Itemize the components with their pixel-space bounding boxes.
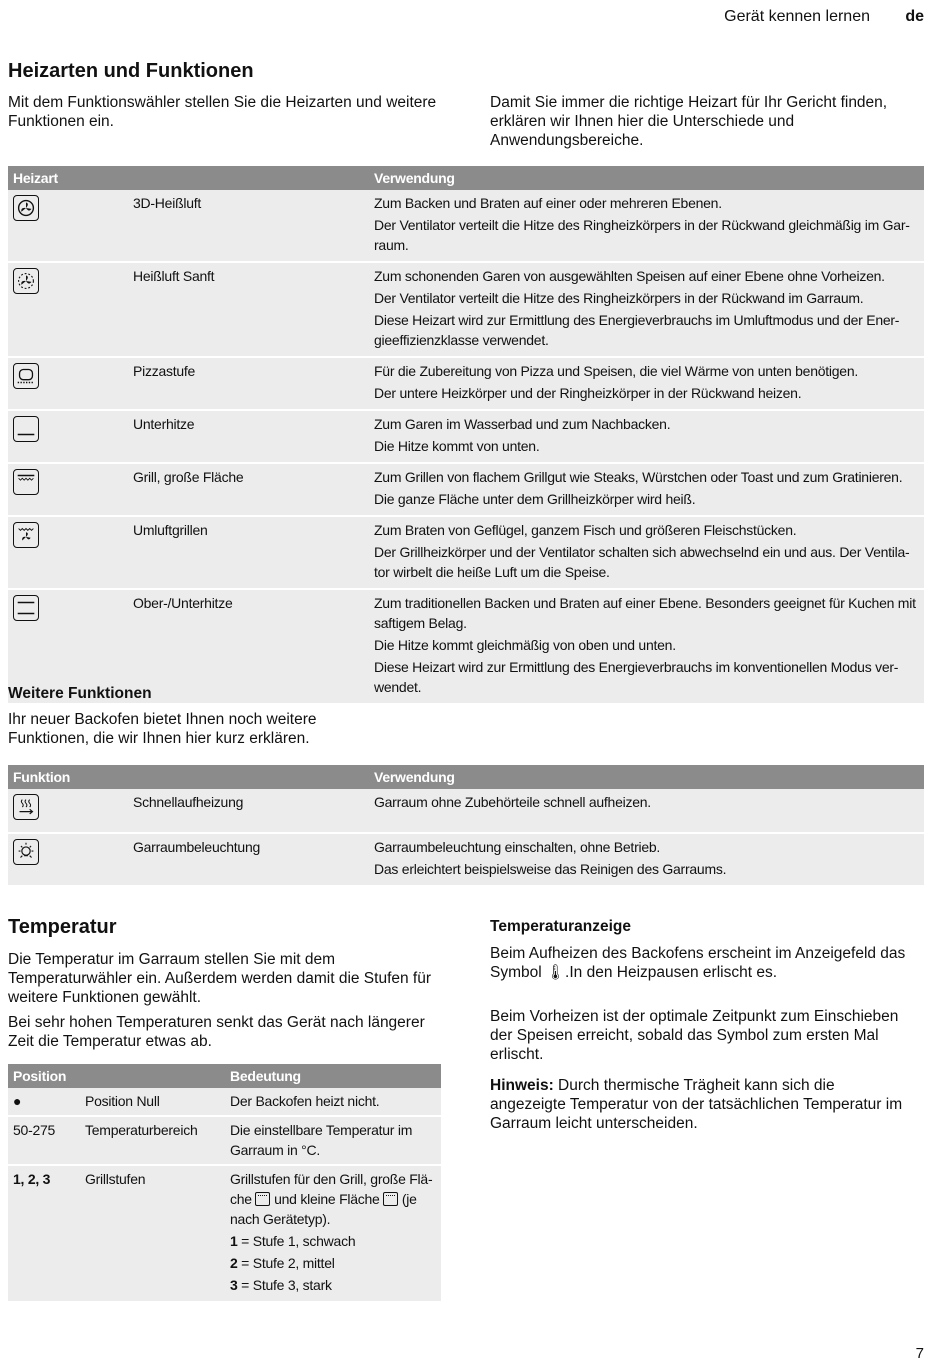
table-row <box>8 463 924 516</box>
funktion-desc: Garraum ohne Zubehörteile schnell aufheizen. <box>374 794 651 810</box>
heizart-desc: Die Hitze kommt von unten. <box>374 438 540 454</box>
position-meaning <box>230 1169 436 1229</box>
position-label: Position Null <box>80 1088 225 1116</box>
heizart-desc: Diese Heizart wird zur Ermittlung des Energieverbrauchs im Umluftmodus und der Ener-gieeffizienzklasse verwendet. <box>374 312 900 348</box>
grill-level <box>230 1231 436 1251</box>
heizart-name: Pizzastufe <box>128 357 369 410</box>
temperatur-col-bedeutung: Bedeutung <box>225 1064 441 1088</box>
grill-level-text: = Stufe 1, schwach <box>237 1233 356 1249</box>
position-value: 1, 2, 3 <box>8 1165 80 1302</box>
heizart-desc: Der untere Heizkörper und der Ringheizkörper in der Rückwand heizen. <box>374 385 802 401</box>
position-value: ● <box>8 1088 80 1116</box>
rapid-heat-icon <box>13 794 39 820</box>
temperatur-p2: Bei sehr hohen Temperaturen senkt das Gerät nach längerer Zeit die Temperatur etwas ab. <box>8 1014 425 1050</box>
weitere-col-verwendung: Verwendung <box>369 765 924 789</box>
anzeige-p1-text: .In den Heizpausen erlischt es. <box>565 964 777 981</box>
heizart-desc: Zum Braten von Geflügel, ganzem Fisch und größeren Fleischstücken. <box>374 522 797 538</box>
heizart-desc: Die ganze Fläche unter dem Grillheizkörper wird heiß. <box>374 491 696 507</box>
header-language: de <box>905 8 924 25</box>
heizarten-intro-right: Damit Sie immer die richtige Heizart für Ihr Gericht finden, erklären wir Ihnen hier die Unterschiede und Anwendungsbereiche. <box>490 94 888 149</box>
table-row <box>8 190 924 262</box>
grill-meaning-text: Grillstufen für den Grill, große Flä-che <box>230 1171 433 1207</box>
table-row <box>8 516 924 589</box>
heizarten-col-verwendung: Verwendung <box>369 166 924 190</box>
thermometer-icon: 🌡︎ <box>546 964 566 981</box>
grill-level-number: 1 <box>230 1233 238 1249</box>
position-meaning: Die einstellbare Temperatur im Garraum in °C. <box>225 1116 441 1165</box>
heizart-desc: Zum Garen im Wasserbad und zum Nachbacken. <box>374 416 671 432</box>
weitere-intro: Ihr neuer Backofen bietet Ihnen noch weitere Funktionen, die wir Ihnen hier kurz erklären. <box>8 711 317 747</box>
table-row <box>8 1088 441 1116</box>
heizart-desc: Die Hitze kommt gleichmäßig von oben und unten. <box>374 637 676 653</box>
heizart-name: Grill, große Fläche <box>128 463 369 516</box>
fan-grill-icon <box>13 522 39 548</box>
table-row <box>8 1165 441 1302</box>
heizart-desc: Zum Grillen von flachem Grillgut wie Steaks, Würstchen oder Toast und zum Gratinieren. <box>374 469 903 485</box>
heizart-name: Ober-/Unterhitze <box>128 589 369 704</box>
page-number: 7 <box>915 1345 924 1362</box>
position-label: Grillstufen <box>80 1165 225 1302</box>
heizart-desc: Für die Zubereitung von Pizza und Speisen, die viel Wärme von unten benötigen. <box>374 363 859 379</box>
table-row <box>8 410 924 463</box>
temperatur-title: Temperatur <box>8 916 117 938</box>
grill-level-text: = Stufe 2, mittel <box>237 1255 335 1271</box>
light-icon <box>13 839 39 865</box>
heizart-name: Umluftgrillen <box>128 516 369 589</box>
heizart-name: Heißluft Sanft <box>128 262 369 357</box>
temperatur-table <box>8 1064 441 1303</box>
temperatur-col-position: Position <box>8 1064 80 1088</box>
table-row <box>8 262 924 357</box>
grill-level-number: 2 <box>230 1255 238 1271</box>
heizart-desc: Zum traditionellen Backen und Braten auf einer Ebene. Besonders geeignet für Kuchen mit saftigem Belag. <box>374 595 916 631</box>
heizarten-title: Heizarten und Funktionen <box>8 60 254 82</box>
anzeige-p2: Beim Vorheizen ist der optimale Zeitpunkt zum Einschieben der Speisen erreicht, sobald das Symbol zum ersten Mal erlischt. <box>490 1008 899 1063</box>
position-value: 50-275 <box>8 1116 80 1165</box>
grill-level <box>230 1253 436 1273</box>
header-section-title: Gerät kennen lernen <box>724 8 870 25</box>
bottom-heat-icon <box>13 416 39 442</box>
anzeige-p1-text: Beim Aufheizen des Backofens erscheint im Anzeigefeld das Symbol <box>490 945 906 981</box>
top-bottom-heat-icon <box>13 595 39 621</box>
temperatur-p1: Die Temperatur im Garraum stellen Sie mit dem Temperaturwähler ein. Außerdem werden damit die Stufen für weitere Funktionen gewählt. <box>8 951 432 1006</box>
heizart-name: Unterhitze <box>128 410 369 463</box>
table-row <box>8 789 924 833</box>
anzeige-p1 <box>490 944 910 982</box>
heizarten-intro-left: Mit dem Funktionswähler stellen Sie die Heizarten und weitere Funktionen ein. <box>8 94 437 130</box>
grill-level-text: = Stufe 3, stark <box>237 1277 332 1293</box>
weitere-col-funktion: Funktion <box>8 765 128 789</box>
position-meaning: Der Backofen heizt nicht. <box>225 1088 441 1116</box>
fan-gentle-icon <box>13 268 39 294</box>
grill-level-number: 3 <box>230 1277 238 1293</box>
table-row <box>8 357 924 410</box>
heizarten-table <box>8 166 924 705</box>
anzeige-hint <box>490 1076 910 1133</box>
heizarten-col-heizart: Heizart <box>8 166 128 190</box>
anzeige-title: Temperaturanzeige <box>490 918 631 935</box>
heizart-desc: Diese Heizart wird zur Ermittlung des Energieverbrauchs im konventionellen Modus ver-wendet. <box>374 659 899 695</box>
grill-large-icon <box>13 469 39 495</box>
position-label: Temperaturbereich <box>80 1116 225 1165</box>
weitere-table <box>8 765 924 887</box>
weitere-title: Weitere Funktionen <box>8 685 152 702</box>
heizart-desc: Zum schonenden Garen von ausgewählten Speisen auf einer Ebene ohne Vorheizen. <box>374 268 885 284</box>
heizart-desc: Der Grillheizkörper und der Ventilator schalten sich abwechselnd ein und aus. Der Ventila-tor wirbelt die heiße Luft um die Speise. <box>374 544 910 580</box>
funktion-desc: Das erleichtert beispielsweise das Reinigen des Garraums. <box>374 861 727 877</box>
table-row <box>8 1116 441 1165</box>
heizart-desc: Der Ventilator verteilt die Hitze des Ringheizkörpers in der Rückwand gleichmäßig im Gar-raum. <box>374 217 910 253</box>
heizart-desc: Der Ventilator verteilt die Hitze des Ringheizkörpers in der Rückwand im Garraum. <box>374 290 864 306</box>
grill-meaning-text: und kleine Fläche <box>274 1191 380 1207</box>
grill-large-icon <box>255 1192 270 1206</box>
funktion-name: Garraumbeleuchtung <box>128 833 369 886</box>
pizza-icon <box>13 363 39 389</box>
funktion-desc: Garraumbeleuchtung einschalten, ohne Betrieb. <box>374 839 661 855</box>
hint-label: Hinweis: <box>490 1077 554 1094</box>
funktion-name: Schnellaufheizung <box>128 789 369 833</box>
heizart-name: 3D-Heißluft <box>128 190 369 262</box>
fan-icon <box>13 195 39 221</box>
table-row <box>8 833 924 886</box>
grill-meaning-text: (je nach Gerätetyp). <box>230 1191 417 1227</box>
grill-level <box>230 1275 436 1295</box>
hint-text: Durch thermische Trägheit kann sich die angezeigte Temperatur von der tatsächlichen Temperatur im Garraum leicht unterscheiden. <box>490 1077 903 1132</box>
heizart-desc: Zum Backen und Braten auf einer oder mehreren Ebenen. <box>374 195 722 211</box>
grill-small-icon <box>383 1192 398 1206</box>
